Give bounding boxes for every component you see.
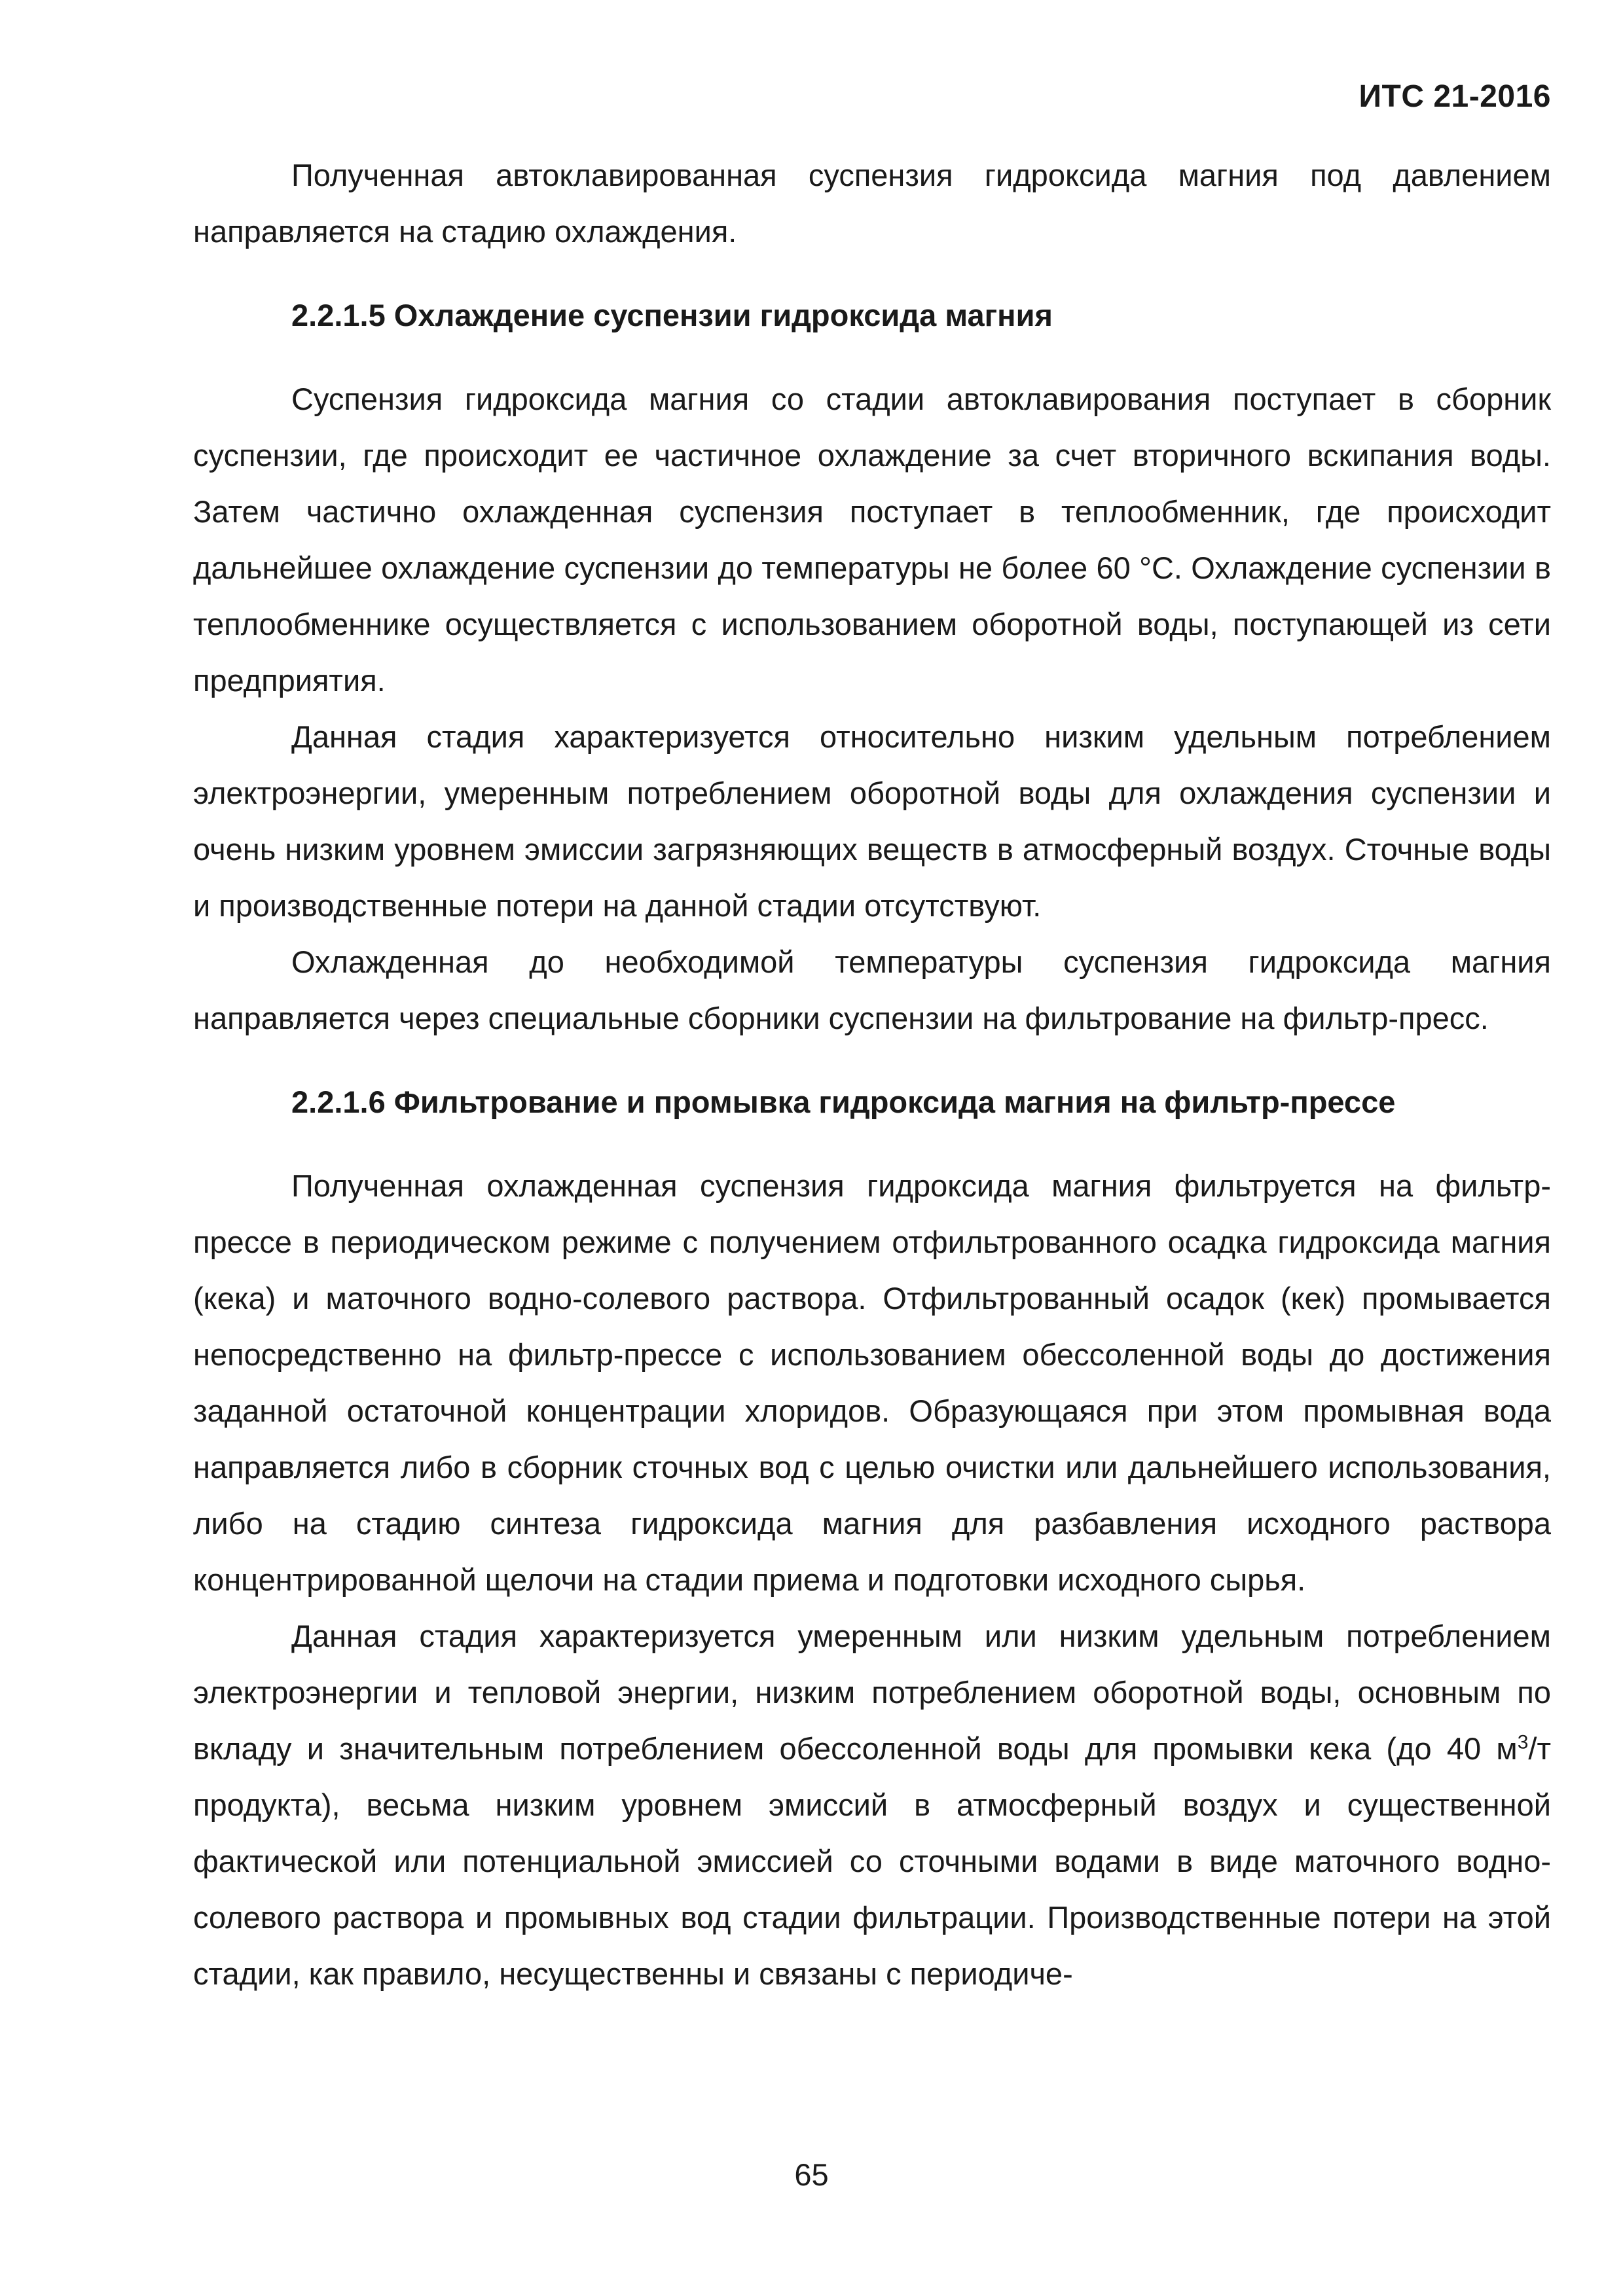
paragraph: Охлажденная до необходимой температуры суспензия гидроксида магния направляется через специальные сборники суспензии на фильтрование на фильтр-пресс. [193,944,1551,1035]
paragraph: Полученная автоклавированная суспензия гидроксида магния под давлением направляется на стадию охлаждения. [193,158,1551,249]
superscript: 3 [1517,1731,1529,1753]
document-code: ИТС 21-2016 [1359,79,1551,114]
section-heading-2-2-1-5: 2.2.1.5 Охлаждение суспензии гидроксида магния [291,298,1053,332]
paragraph-text-part: /т продукта), весьма низким уровнем эмиссий в атмосферный воздух и существенной фактической или потенциальной эмиссией со сточными водами в виде маточного водно-солевого раствора и промывных вод стадии фильтрации. Производственные потери на этой стадии, как правило, несущественны и связаны с периодиче- [193,1731,1551,1991]
paragraph: Полученная охлажденная суспензия гидроксида магния фильтруется на фильтр-прессе в периодическом режиме с получением отфильтрованного осадка гидроксида магния (кека) и маточного водно-солевого раствора. Отфильтрованный осадок (кек) промывается непосредственно на фильтр-прессе с использованием обессоленной воды до достижения заданной остаточной концентрации хлоридов. Образующаяся при этом промывная вода направляется либо в сборник сточных вод с целью очистки или дальнейшего использования, либо на стадию синтеза гидроксида магния для разбавления исходного раствора концентрированной щелочи на стадии приема и подготовки исходного сырья. [193,1168,1551,1597]
paragraph: Данная стадия характеризуется относительно низким удельным потреблением электроэнергии, умеренным потреблением оборотной воды для охлаждения суспензии и очень низким уровнем эмиссии загрязняющих веществ в атмосферный воздух. Сточные воды и производственные потери на данной стадии отсутствуют. [193,719,1551,923]
paragraph: Суспензия гидроксида магния со стадии автоклавирования поступает в сборник суспензии, где происходит ее частичное охлаждение за счет вторичного вскипания воды. Затем частично охлажденная суспензия поступает в теплообменник, где происходит дальнейшее охлаждение суспензии до температуры не более 60 °С. Охлаждение суспензии в теплообменнике осуществляется с использованием оборотной воды, поступающей из сети предприятия. [193,382,1551,698]
section-heading-2-2-1-6: 2.2.1.6 Фильтрование и промывка гидроксида магния на фильтр-прессе [291,1085,1396,1119]
page-number: 65 [794,2157,829,2192]
paragraph-text-part: Данная стадия характеризуется умеренным или низким удельным потреблением электроэнергии и тепловой энергии, низким потреблением оборотной воды, основным по вкладу и значительным потреблением обессоленной воды для промывки кека (до 40 м [193,1619,1551,1766]
document-body [193,147,1551,2002]
paragraph [193,1608,1551,2002]
